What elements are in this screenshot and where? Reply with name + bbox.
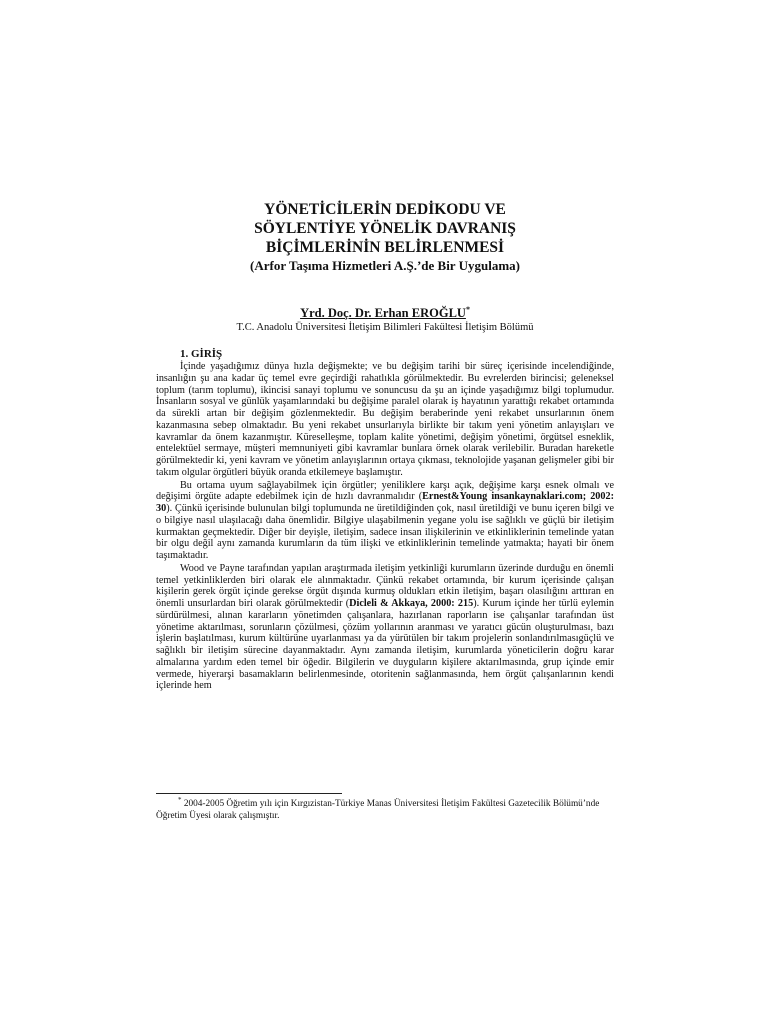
footnote-mark: *	[178, 795, 182, 804]
paragraph-2-text-a: Bu ortama uyum sağlayabilmek için örgütler; yeniliklere karşı açık, değişime karşı esnek olmalı ve değişimi örgüte adapte edebilmek için de hızlı davranmalıdır (	[156, 479, 614, 503]
title-line-1: YÖNETİCİLERİN DEDİKODU VE	[264, 201, 506, 218]
body-text	[156, 361, 614, 693]
paragraph-1: İçinde yaşadığımız dünya hızla değişmekte; ve bu değişim tarihi bir süreç içerisinde incelendiğinde, insanlığın şu ana kadar üç temel evre geçirdiği rahatlıkla görülmektedir. Bu evrelerden birincisi; geleneksel toplum (tarım toplumu), ikincisi sanayi toplumu ve sonuncusu da şu an içinde yaşadığımız bilgi toplumudur. İnsanların sosyal ve günlük yaşamlarındaki bu değişime paralel olarak iş hayatının yarattığı rekabet ortamında da sürekli artan bir değişim gözlenmektedir. Bu değişim beraberinde yeni rekabet unsurlarının önem kazanmasına sebep olmaktadır. Bu yeni rekabet unsurlarıyla birlikte bir takım yeni yönetim anlayışları ve kavramlar da önem kazanmıştır. Küreselleşme, toplam kalite yönetimi, değişim yönetimi, örgütsel esneklik, entelektüel sermaye, müşteri memnuniyeti gibi kavramlar bunlara örnek olarak verilebilir. Buradan hareketle görülmektedir ki, yeni kavram ve yönetim anlayışlarının ortaya çıkması, teknolojide yaşanan gelişmeler gibi bir takım olgular örgütleri büyük oranda etkilemeye başlamıştır.	[156, 361, 614, 478]
title-line-3: BİÇİMLERİNİN BELİRLENMESİ	[265, 239, 505, 256]
paragraph-3	[156, 563, 614, 692]
citation-dicleli-akkaya: Dicleli & Akkaya, 2000: 215	[349, 598, 474, 609]
footnote	[156, 795, 614, 822]
citation-ernest-young: Ernest&Young insankaynaklari.com; 2002: 30	[156, 491, 614, 514]
paragraph-3-text-b: ). Kurum içinde her türlü eylemin sürdürülmesi, alınan kararların yönetimden çalışanlara, hazırlanan raporların ise çalışanlar tarafından üst yönetime aktarılması, sorunların çözülmesi, çözüm yollarının aranması ve yaratıcı gücün oluşturulması, bazı işlerin başlatılması, kurum kültürüne uyarlanması ya da yürütülen bir takım projelerin sonlandırılmasıgüçlü ve sağlıklı bir iletişim sürecine dayanmaktadır. Aynı zamanda iletişim, kurumlarda yöneticilerin doğru karar almalarına yardım eden temel bir öğedir. Bilgilerin ve duyguların kişilere aktarılmasında, grup içinde emir vermede, hiyerarşi basamakların belirlenmesinde, otoritenin sağlanmasında, hem örgüt çalışanlarının kendi içlerinde hem	[156, 598, 614, 692]
author-name: Yrd. Doç. Dr. Erhan EROĞLU	[300, 306, 466, 320]
author-footnote-mark: *	[465, 304, 470, 314]
paper-title	[156, 200, 614, 275]
title-line-2: SÖYLENTİYE YÖNELİK DAVRANIŞ	[254, 220, 516, 237]
footnote-divider	[156, 793, 342, 794]
footnote-text: 2004-2005 Öğretim yılı için Kırgızistan-Türkiye Manas Üniversitesi İletişim Fakültesi Gazetecilik Bölümü’nde Öğretim Üyesi olarak çalışmıştır.	[156, 799, 600, 821]
paragraph-3-text-a: Wood ve Payne tarafından yapılan araştırmada iletişim yetkinliği kurumların üzerinde durduğu en önemli temel yetkinliklerden biri olarak ele alınmaktadır. Çünkü rekabet ortamında, bir kurum içerisinde çalışan kişilerin gerek örgüt içinde gerekse örgüt dışında kurmuş oldukları etkin iletişim, başarı olasılığını arttıran en önemli unsurlardan biri olarak görülmektedir (	[156, 562, 614, 609]
paragraph-2	[156, 480, 614, 562]
paragraph-2-text-b: ). Çünkü içerisinde bulunulan bilgi toplumunda ne üretildiğinden çok, nasıl üretildiği ve bunu içeren bilgi ve o bilgiye nasıl ulaşılacağı daha önemlidir. Bilgiye ulaşabilmenin yegane yolu ise sağlıklı ve güçlü bir iletişim kurmaktan geçmektedir. Diğer bir deyişle, iletişim, sadece insan ilişkilerinin ve etkinliklerinin temelinde yatan bir olgu değil aynı zamanda kurumların da tüm ilişki ve etkinliklerinin temelinde yatmakta; hayati bir önem taşımaktadır.	[156, 503, 614, 561]
section-heading: 1. GİRİŞ	[180, 348, 223, 360]
footnote-body	[156, 795, 614, 822]
paper-subtitle: (Arfor Taşıma Hizmetleri A.Ş.’de Bir Uygulama)	[250, 258, 520, 273]
author-line	[156, 306, 614, 321]
author-affiliation: T.C. Anadolu Üniversitesi İletişim Bilimleri Fakültesi İletişim Bölümü	[236, 322, 534, 333]
